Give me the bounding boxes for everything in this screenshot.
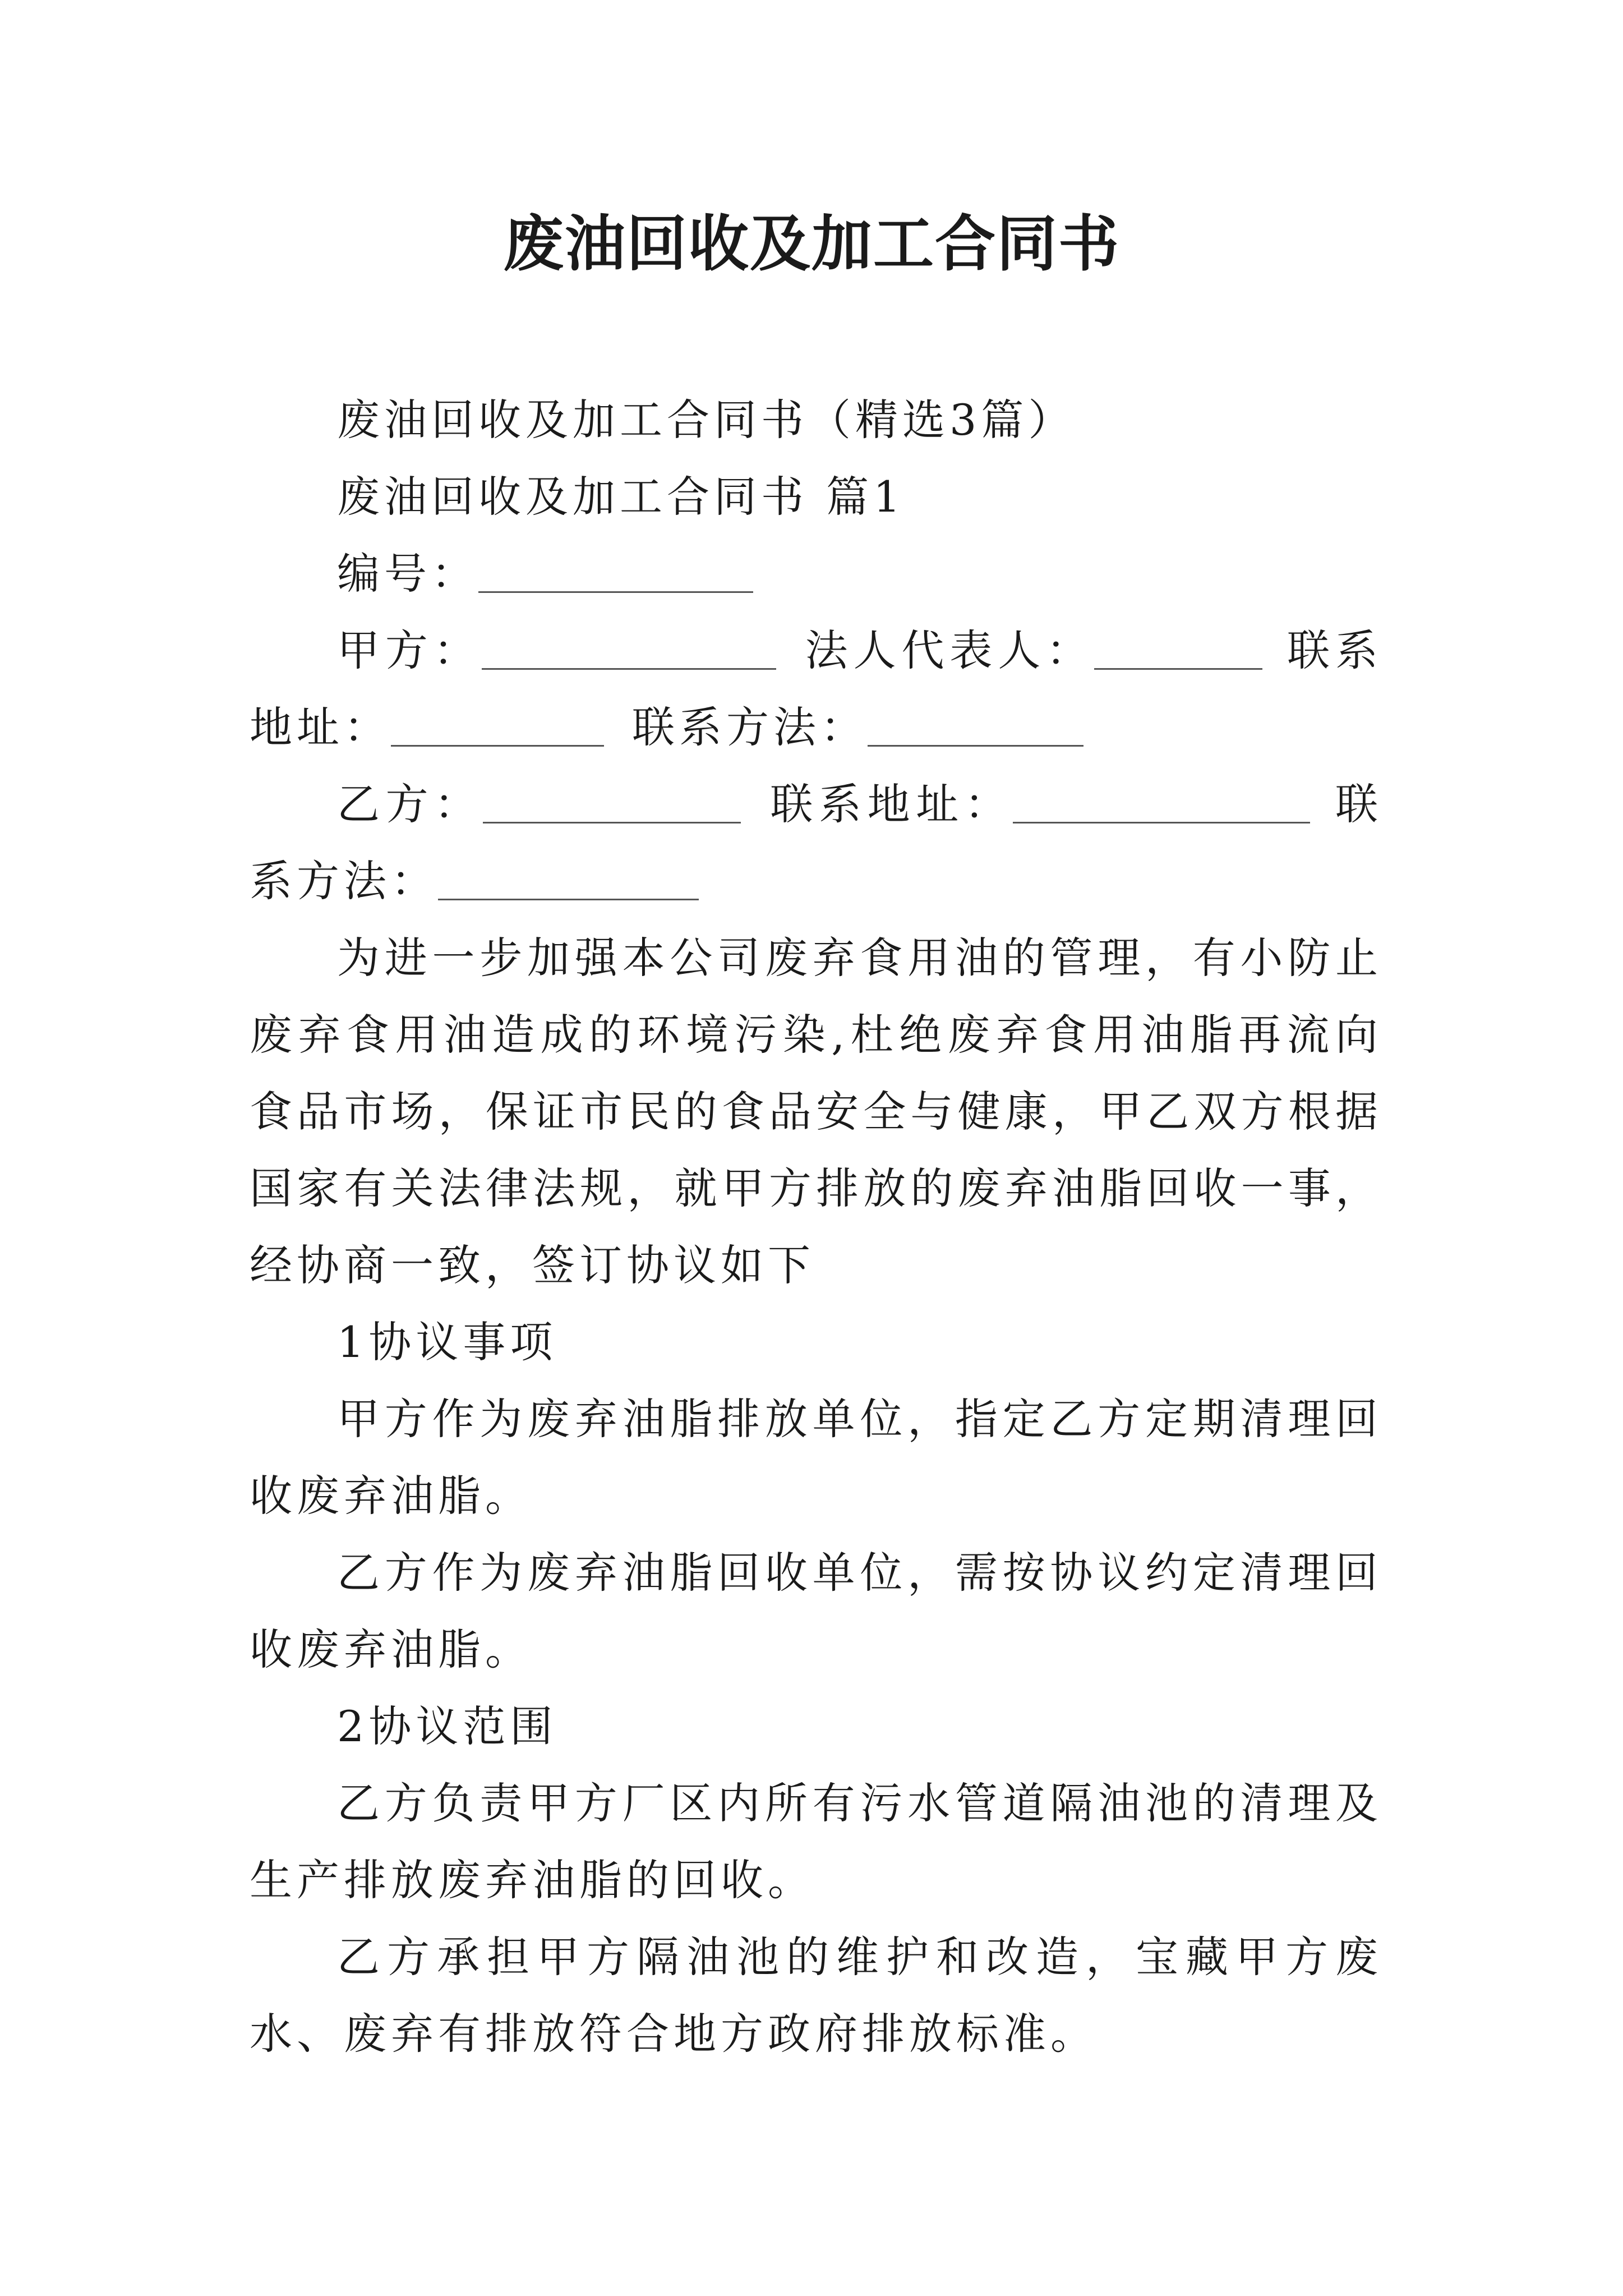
part-heading: 废油回收及加工合同书 篇1 — [337, 472, 905, 522]
intro-paragraph: 为进一步加强本公司废弃食用油的管理，有小防止废弃食用油造成的环境污染,杜绝废弃食用油脂再流向食品市场，保证市民的食品安全与健康，甲乙双方根据国家有关法律法规，就甲方排放的废弃油脂回收一事，经协商一致，签订协议如下 — [250, 933, 1382, 1290]
document-title: 废油回收及加工合同书 — [502, 209, 1120, 279]
party-b-address-label: 联系地址： — [768, 779, 1013, 829]
section2-paragraph-2: 乙方承担甲方隔油池的维护和改造，宝藏甲方废水、废弃有排放符合地方政府排放标准。 — [250, 1932, 1382, 2059]
section1-paragraph-2: 乙方作为废弃油脂回收单位，需按协议约定清理回收废弃油脂。 — [250, 1548, 1382, 1674]
party-a-contact-label: 联系方法： — [632, 702, 868, 752]
party-b-blank — [483, 783, 741, 823]
legal-rep-label: 法人代表人： — [804, 625, 1095, 675]
party-a-address-label: 联系地址： — [250, 625, 1383, 752]
document-subtitle: 废油回收及加工合同书（精选3篇） — [337, 395, 1076, 445]
party-b-line — [250, 766, 1382, 919]
section1-paragraph-1: 甲方作为废弃油脂排放单位，指定乙方定期清理回收废弃油脂。 — [250, 1394, 1382, 1521]
section2-paragraph-1: 乙方负责甲方厂区内所有污水管道隔油池的清理及生产排放废弃油脂的回收。 — [250, 1778, 1382, 1905]
party-a-contact-blank — [868, 706, 1083, 747]
number-blank — [478, 552, 753, 593]
section1-heading: 1协议事项 — [337, 1317, 557, 1367]
section2-heading: 2协议范围 — [337, 1701, 557, 1751]
number-line — [250, 535, 1382, 612]
party-a-address-blank — [391, 706, 604, 747]
party-b-address-blank — [1013, 783, 1310, 823]
number-label: 编号： — [337, 549, 478, 599]
party-a-line — [250, 612, 1382, 766]
party-b-contact-blank — [438, 859, 699, 900]
legal-rep-blank — [1094, 629, 1262, 670]
party-b-contact-label: 联系方法： — [250, 779, 1383, 906]
party-a-blank — [482, 629, 776, 670]
document-body — [250, 381, 1382, 2072]
party-a-label: 甲方： — [337, 625, 482, 675]
party-b-label: 乙方： — [337, 779, 483, 829]
